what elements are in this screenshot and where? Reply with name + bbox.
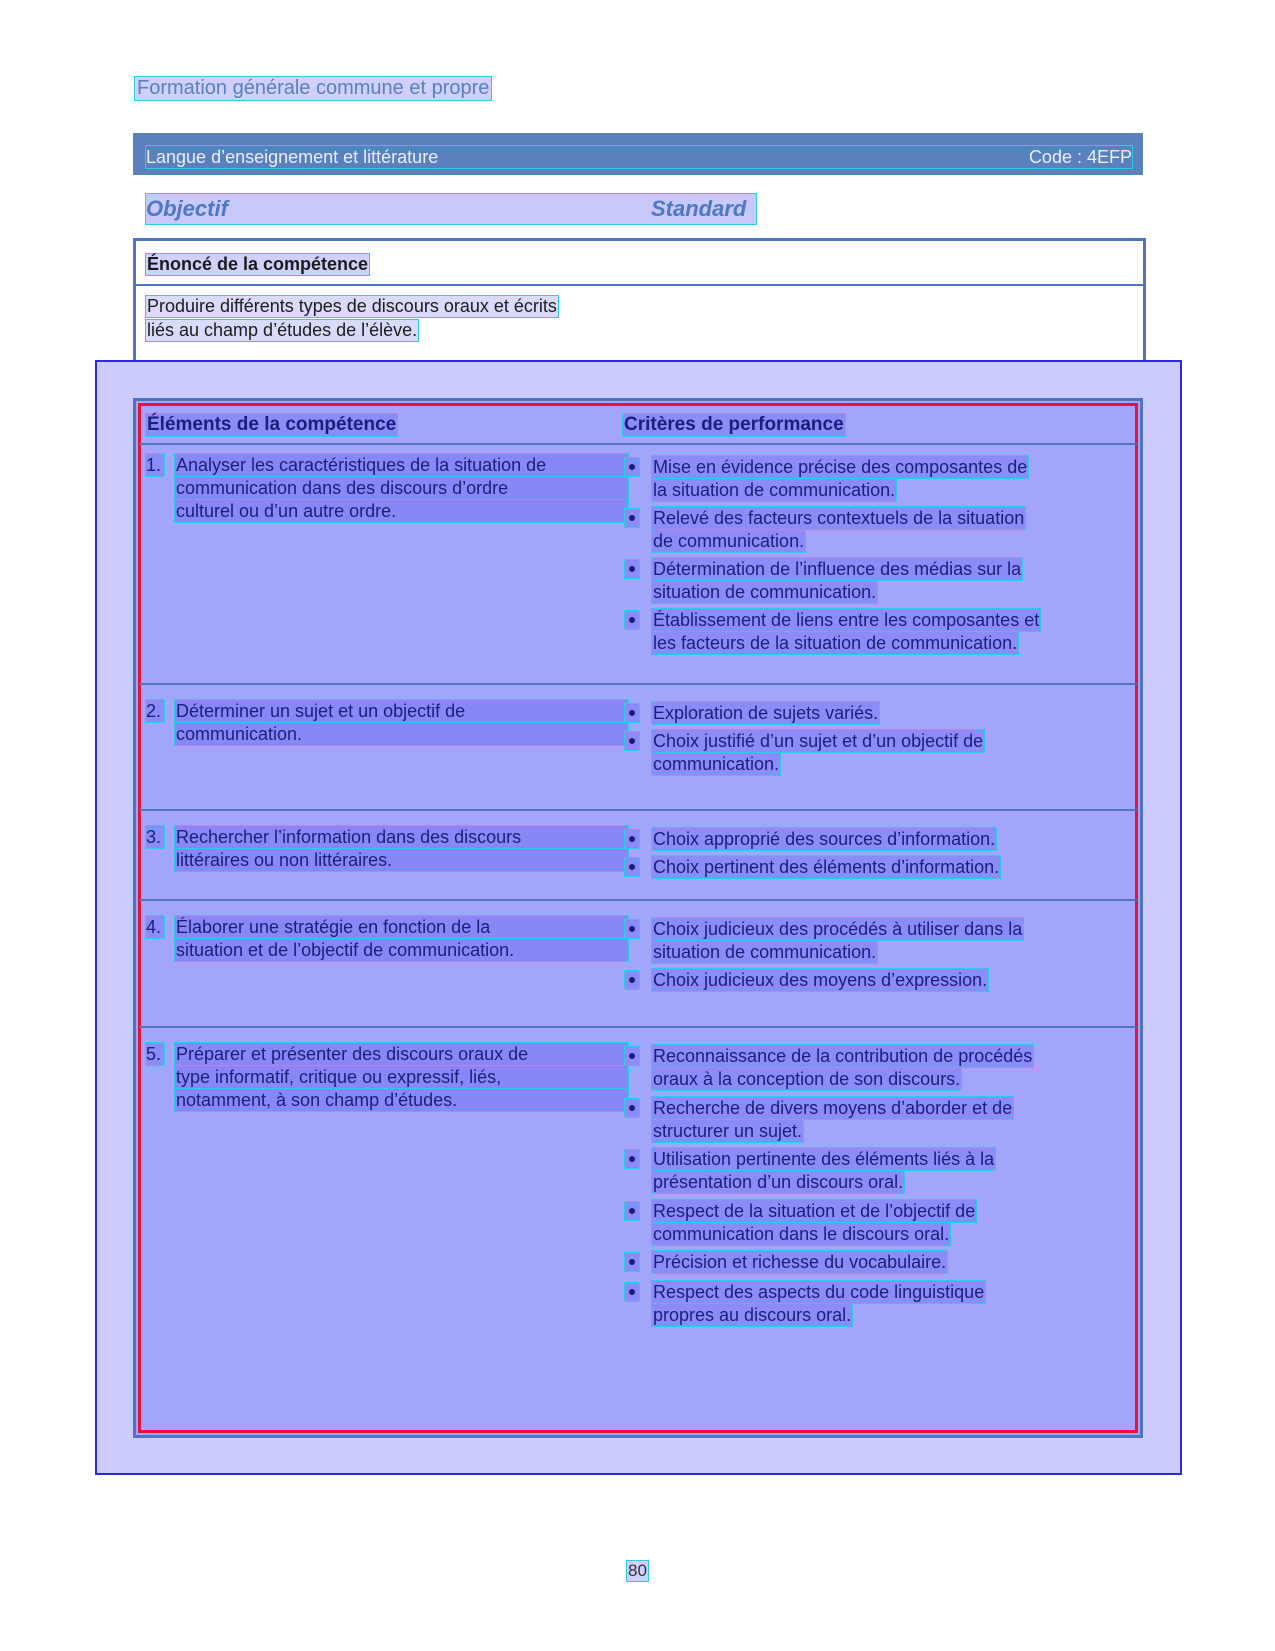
criterion-line: la situation de communication.	[653, 480, 896, 500]
element-text-line: type informatif, critique ou expressif, liés,	[174, 1065, 629, 1089]
bullet-icon	[624, 457, 640, 477]
criterion-line: Choix judicieux des moyens d’expression.	[653, 970, 988, 990]
criterion-line: Précision et richesse du vocabulaire.	[653, 1252, 947, 1272]
criterion-line: de communication.	[653, 531, 805, 551]
element-number: 1.	[145, 453, 165, 477]
bullet-icon	[624, 1252, 640, 1272]
criteria-column-header: Critères de performance	[624, 414, 844, 435]
bullet-icon	[624, 610, 640, 630]
standard-label: Standard	[651, 196, 747, 221]
course-title: Langue d’enseignement et littérature	[146, 147, 439, 167]
title-bar	[133, 133, 1143, 175]
row-divider	[139, 1026, 1137, 1028]
criterion-line: Mise en évidence précise des composantes de	[653, 457, 1028, 477]
bullet-icon	[624, 1046, 640, 1066]
bullet-icon	[624, 857, 640, 877]
element-number: 3.	[145, 825, 165, 849]
criterion-line: Recherche de divers moyens d’aborder et de	[653, 1098, 1013, 1118]
criterion-line: communication dans le discours oral.	[653, 1224, 950, 1244]
element-text-line: Élaborer une stratégie en fonction de la	[174, 915, 629, 939]
element-text-line: Analyser les caractéristiques de la situation de	[174, 453, 629, 477]
bullet-icon	[624, 508, 640, 528]
criterion-line: Exploration de sujets variés.	[653, 703, 879, 723]
criterion-line: Respect des aspects du code linguistique	[653, 1282, 985, 1302]
criterion-line: Choix justifié d’un sujet et d’un objectif de	[653, 731, 984, 751]
criterion-line: Choix judicieux des procédés à utiliser dans la	[653, 919, 1023, 939]
objective-standard-bar	[145, 193, 757, 225]
page-header: Formation générale commune et propre	[134, 76, 492, 101]
element-text-line: Préparer et présenter des discours oraux de	[174, 1042, 629, 1066]
bullet-icon	[624, 559, 640, 579]
criterion-line: Relevé des facteurs contextuels de la situation	[653, 508, 1025, 528]
competency-statement-line: liés au champ d’études de l’élève.	[147, 320, 418, 340]
element-text-line: littéraires ou non littéraires.	[174, 848, 629, 872]
row-divider	[139, 683, 1137, 685]
course-code: Code : 4EFP	[1028, 147, 1132, 167]
criterion-line: oraux à la conception de son discours.	[653, 1069, 961, 1089]
criterion-line: structurer un sujet.	[653, 1121, 803, 1141]
elements-criteria-table	[133, 398, 1143, 1438]
competency-statement-header	[136, 241, 1143, 286]
bullet-icon	[624, 970, 640, 990]
bullet-icon	[624, 1282, 640, 1302]
row-divider	[139, 809, 1137, 811]
objective-label: Objectif	[146, 196, 228, 221]
bullet-icon	[624, 1201, 640, 1221]
element-number: 5.	[145, 1042, 165, 1066]
criterion-line: situation de communication.	[653, 582, 877, 602]
criterion-line: Utilisation pertinente des éléments liés à la	[653, 1149, 995, 1169]
bullet-icon	[624, 703, 640, 723]
competency-statement-heading: Énoncé de la compétence	[147, 254, 369, 274]
element-text-line: culturel ou d’un autre ordre.	[174, 499, 629, 523]
element-text-line: Déterminer un sujet et un objectif de	[174, 699, 629, 723]
element-text-line: communication dans des discours d’ordre	[174, 476, 629, 500]
row-divider	[139, 899, 1137, 901]
element-text-line: notamment, à son champ d’études.	[174, 1088, 629, 1112]
criterion-line: Établissement de liens entre les composantes et	[653, 610, 1040, 630]
elements-column-header: Éléments de la compétence	[147, 414, 397, 435]
criterion-line: Reconnaissance de la contribution de procédés	[653, 1046, 1033, 1066]
bullet-icon	[624, 919, 640, 939]
page-number: 80	[628, 1561, 647, 1580]
element-text-line: communication.	[174, 722, 629, 746]
element-text-line: situation et de l’objectif de communication.	[174, 938, 629, 962]
criterion-line: communication.	[653, 754, 780, 774]
element-number: 2.	[145, 699, 165, 723]
criterion-line: propres au discours oral.	[653, 1305, 852, 1325]
header-divider	[139, 443, 1137, 445]
element-number: 4.	[145, 915, 165, 939]
bullet-icon	[624, 829, 640, 849]
competency-statement-line: Produire différents types de discours oraux et écrits	[147, 296, 557, 316]
criterion-line: Choix pertinent des éléments d’information.	[653, 857, 1000, 877]
element-text-line: Rechercher l’information dans des discours	[174, 825, 629, 849]
bullet-icon	[624, 1098, 640, 1118]
criterion-line: les facteurs de la situation de communication.	[653, 633, 1018, 653]
criterion-line: Détermination de l’influence des médias sur la	[653, 559, 1022, 579]
criterion-line: situation de communication.	[653, 942, 877, 962]
bullet-icon	[624, 1149, 640, 1169]
criterion-line: Respect de la situation et de l’objectif de	[653, 1201, 976, 1221]
bullet-icon	[624, 731, 640, 751]
criterion-line: présentation d’un discours oral.	[653, 1172, 904, 1192]
criterion-line: Choix approprié des sources d’information.	[653, 829, 996, 849]
